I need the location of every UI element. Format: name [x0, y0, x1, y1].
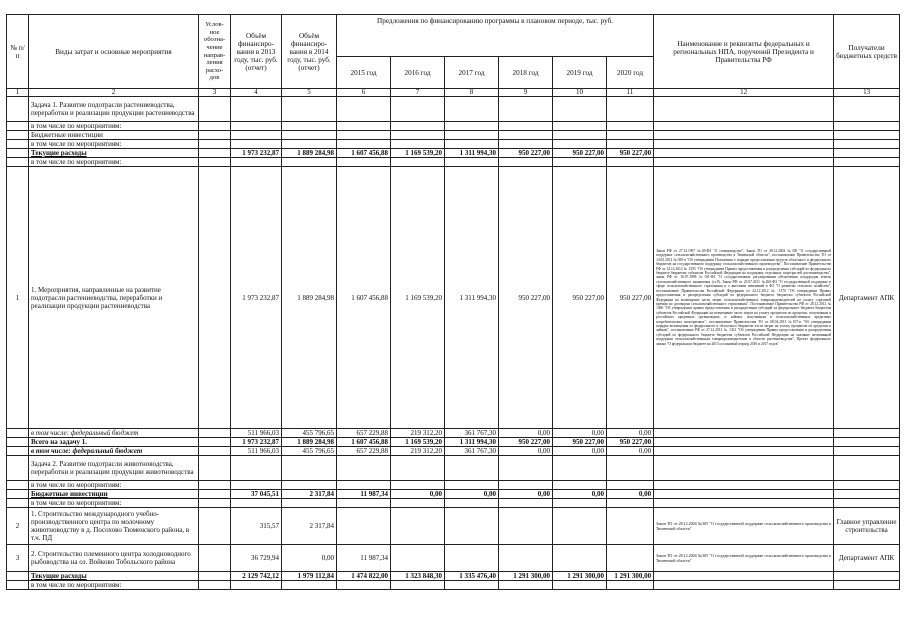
- value-cell: 0,00: [553, 429, 607, 438]
- table-row-measure-1: [7, 167, 900, 429]
- value-cell: 657 229,88: [337, 429, 391, 438]
- financing-table: [6, 14, 900, 590]
- value-cell: 1 607 456,88: [337, 167, 391, 429]
- table-row-current-2: [7, 572, 900, 581]
- index-cell: 11: [607, 89, 654, 97]
- value-cell: 1 889 284,98: [282, 167, 337, 429]
- header-row-top: [7, 15, 900, 57]
- table-row-current-1: [7, 149, 900, 158]
- legal-acts-note: Закон ТО от 28.12.2004 №305 "О государственной поддержке сельскохозяйственного производства в Тюменской области": [654, 545, 834, 572]
- index-cell: 10: [553, 89, 607, 97]
- value-cell: 11 987,34: [337, 545, 391, 572]
- row-number: 3: [7, 545, 29, 572]
- value-cell: 1 607 456,88: [337, 438, 391, 447]
- value-cell: 950 227,00: [607, 438, 654, 447]
- recipient: Департамент АПК: [834, 545, 900, 572]
- value-cell: 0,00: [607, 429, 654, 438]
- header-name: Виды затрат и основные мероприятия: [29, 15, 199, 89]
- index-cell: 6: [337, 89, 391, 97]
- total-task1-label: Всего на задачу 1.: [29, 438, 199, 447]
- header-year-2018: 2018 год: [499, 57, 553, 89]
- table-row: [7, 140, 900, 149]
- sub-label: в том числе по мероприятиям:: [29, 481, 199, 490]
- header-plan-period: Предложения по финансированию программы в плановом периоде, тыс. руб.: [337, 15, 654, 57]
- sub-label: в том числе по мероприятиям:: [29, 499, 199, 508]
- sub-label: в том числе по мероприятиям:: [29, 140, 199, 149]
- current-expenses-label: Текущие расходы: [29, 149, 199, 158]
- header-year-2016: 2016 год: [391, 57, 445, 89]
- sub-label: в том числе по мероприятиям:: [29, 122, 199, 131]
- sub-label: в том числе по мероприятиям:: [29, 581, 199, 590]
- value-cell: 511 966,03: [231, 447, 282, 456]
- value-cell: 1 973 232,87: [231, 438, 282, 447]
- value-cell: 0,00: [499, 447, 553, 456]
- budget-table-sheet: [6, 14, 899, 590]
- current-expenses-label: Текущие расходы: [29, 572, 199, 581]
- index-cell: 4: [231, 89, 282, 97]
- table-row-fed-1: [7, 429, 900, 438]
- table-row-measure-2: [7, 508, 900, 545]
- value-cell: 1 474 822,00: [337, 572, 391, 581]
- value-cell: 1 291 300,00: [607, 572, 654, 581]
- header-acts: Наименование и реквизиты федеральных и региональных НПА, поручений Президента и Правительства РФ: [654, 15, 834, 89]
- value-cell: 511 966,03: [231, 429, 282, 438]
- value-cell: 2 129 742,12: [231, 572, 282, 581]
- value-cell: 950 227,00: [499, 167, 553, 429]
- value-cell: 1 335 476,40: [445, 572, 499, 581]
- index-cell: 13: [834, 89, 900, 97]
- index-cell: 9: [499, 89, 553, 97]
- index-cell: 5: [282, 89, 337, 97]
- index-cell: 8: [445, 89, 499, 97]
- federal-budget-label: в том числе: федеральный бюджет: [29, 447, 199, 456]
- table-row-measure-3: [7, 545, 900, 572]
- value-cell: 950 227,00: [607, 167, 654, 429]
- table-row: [7, 122, 900, 131]
- value-cell: 0,00: [607, 490, 654, 499]
- measure-1-label: 1. Мероприятия, направленные на развитие подотрасли растениеводства, переработки и реализации продукции растениеводства: [29, 167, 199, 429]
- header-code: Услов-ное обозна-чение направ-ления расхо-дов: [199, 15, 231, 89]
- value-cell: 2 317,84: [282, 508, 337, 545]
- value-cell: 11 987,34: [337, 490, 391, 499]
- table-row-total-1: [7, 438, 900, 447]
- value-cell: 0,00: [553, 447, 607, 456]
- value-cell: 950 227,00: [607, 149, 654, 158]
- header-2014: Объём финансиро-вания в 2014 году, тыс. руб. (отчет): [282, 15, 337, 89]
- table-row-task2: [7, 456, 900, 481]
- index-cell: 1: [7, 89, 29, 97]
- header-year-2019: 2019 год: [553, 57, 607, 89]
- measure-3-label: 2. Строительство племенного центра холодноводного рыбоводства на оз. Войково Тобольского района: [29, 545, 199, 572]
- table-row-budget-inv-2: [7, 490, 900, 499]
- table-row-fed-2: [7, 447, 900, 456]
- value-cell: 0,00: [391, 490, 445, 499]
- row-number: 1: [7, 167, 29, 429]
- legal-acts-note: [654, 167, 834, 429]
- value-cell: 1 889 284,98: [282, 149, 337, 158]
- legal-acts-text: Закон РФ от 27.12.1997 №49-ФЗ "О семеноводстве", Закон ТО от 28.12.2004 №305 "О государственной поддержке сельскохозяйственного производства в Тюменской области", постановление Правительства ТО от 14.05.2012 №180-п "Об утверждении Положения о порядке предоставления средств областного и федерального бюджетов на государственную поддержку сельскохозяйственного производства", Постановление Правительства РФ от 12.12.2012 № 1295 "Об утверждении Правил предоставления и распределения субсидий из федерального бюджета бюджетам субъектов Российской Федерации на поддержку отдельных подотраслей растениеводства", закон РФ от 16.07.1998 №101-ФЗ "О государственном регулировании обеспечения плодородия земель сельскохозяйственного назначения (ст.8), Закон РФ от 25.07.2011 №260-ФЗ "О государственной поддержке в сфере сельскохозяйственного страхования и о внесении изменений в ФЗ "О развитии сельского хозяйства", постановление Правительства Российской Федерации от 22.12.2012 № 1370 "Об утверждении Правил предоставления и распределения субсидий из федерального бюджета бюджетам субъектов Российской Федерации на возмещение части затрат сельскохозяйственных товаропроизводителей на уплату страховой премии по договорам сельскохозяйственного страхования", Постановление Правительства РФ от 28.12.2012 № 1460 "Об утверждении правил предоставления и распределения субсидий из федерального бюджета бюджетам субъектов Российской Федерации на возмещение части затрат на уплату процентов по кредитам, полученным в российских кредитных организациях, и займам, полученным в сельскохозяйственных кредитных потребительских кооперативах", постановление Правительства ТО от 08.04.2013 №107-п "Об утверждении порядка возмещения из федерального и областного бюджетов части затрат на уплату процентов по кредитам и займам", постановление РФ от 27.12.2012 № 1431 "Об утверждении Правил предоставления и распределения субсидий из федерального бюджета бюджетам субъектов Российской Федерации на оказание несвязанной поддержки сельскохозяйственным товаропроизводителям в области растениеводства", Проект федерального закона "О федеральном бюджете на 2015 и плановый период 2016 и 2017 годов": [656, 249, 832, 346]
- value-cell: 950 227,00: [553, 438, 607, 447]
- index-cell: 12: [654, 89, 834, 97]
- value-cell: 0,00: [553, 490, 607, 499]
- value-cell: 1 311 994,30: [445, 167, 499, 429]
- value-cell: 950 227,00: [553, 149, 607, 158]
- value-cell: 1 169 539,20: [391, 438, 445, 447]
- header-no: № п/п: [7, 15, 29, 89]
- table-row-task1: [7, 97, 900, 122]
- column-index-row: [7, 89, 900, 97]
- value-cell: 1 291 300,00: [553, 572, 607, 581]
- header-year-2015: 2015 год: [337, 57, 391, 89]
- task1-title: Задача 1. Развитие подотрасли растениеводства, переработки и реализации продукции растениеводства: [29, 97, 199, 122]
- value-cell: 1 169 539,20: [391, 167, 445, 429]
- table-row: [7, 499, 900, 508]
- value-cell: 0,00: [607, 447, 654, 456]
- header-year-2020: 2020 год: [607, 57, 654, 89]
- header-year-2017: 2017 год: [445, 57, 499, 89]
- value-cell: 657 229,88: [337, 447, 391, 456]
- value-cell: 361 767,30: [445, 447, 499, 456]
- index-cell: 7: [391, 89, 445, 97]
- value-cell: 1 311 994,30: [445, 438, 499, 447]
- value-cell: 36 729,94: [231, 545, 282, 572]
- value-cell: 455 796,65: [282, 447, 337, 456]
- table-row: [7, 581, 900, 590]
- table-row: [7, 158, 900, 167]
- table-row: [7, 481, 900, 490]
- value-cell: 361 767,30: [445, 429, 499, 438]
- value-cell: 950 227,00: [499, 438, 553, 447]
- value-cell: 1 889 284,98: [282, 438, 337, 447]
- value-cell: 2 317,84: [282, 490, 337, 499]
- value-cell: 1 607 456,88: [337, 149, 391, 158]
- value-cell: 1 323 848,30: [391, 572, 445, 581]
- value-cell: 37 045,51: [231, 490, 282, 499]
- header-2013: Объём финансиро-вания в 2013 году, тыс. руб. (отчет): [231, 15, 282, 89]
- index-cell: 2: [29, 89, 199, 97]
- value-cell: 0,00: [499, 490, 553, 499]
- value-cell: 1 973 232,87: [231, 167, 282, 429]
- row-number: 2: [7, 508, 29, 545]
- value-cell: 0,00: [499, 429, 553, 438]
- budget-investments-label: Бюджетные инвестиции: [29, 490, 199, 499]
- value-cell: 0,00: [445, 490, 499, 499]
- measure-2-label: 1. Строительство международного учебно-производственного центра по молочному животноводству в д. Посохово Тюменского района, в т.ч. ПД: [29, 508, 199, 545]
- value-cell: 1 979 112,84: [282, 572, 337, 581]
- budget-investments-label: Бюджетные инвестиции: [29, 131, 199, 140]
- value-cell: 219 312,20: [391, 447, 445, 456]
- value-cell: 950 227,00: [499, 149, 553, 158]
- value-cell: 950 227,00: [553, 167, 607, 429]
- sub-label: в том числе по мероприятиям:: [29, 158, 199, 167]
- index-cell: 3: [199, 89, 231, 97]
- value-cell: 1 291 300,00: [499, 572, 553, 581]
- value-cell: 0,00: [282, 545, 337, 572]
- legal-acts-note: Закон ТО от 28.12.2004 №305 "О государственной поддержке сельскохозяйственного производства в Тюменской области": [654, 508, 834, 545]
- value-cell: 1 973 232,87: [231, 149, 282, 158]
- value-cell: 1 169 539,20: [391, 149, 445, 158]
- table-row: [7, 131, 900, 140]
- recipient: Департамент АПК: [834, 167, 900, 429]
- recipient: Главное управление строительства: [834, 508, 900, 545]
- task2-title: Задача 2. Развитие подотрасли животноводства, переработки и реализации продукции животноводства: [29, 456, 199, 481]
- value-cell: 315,57: [231, 508, 282, 545]
- value-cell: 455 796,65: [282, 429, 337, 438]
- header-recipients: Получатели бюджетных средств: [834, 15, 900, 89]
- value-cell: 219 312,20: [391, 429, 445, 438]
- federal-budget-label: в том числе: федеральный бюджет: [29, 429, 199, 438]
- value-cell: 1 311 994,30: [445, 149, 499, 158]
